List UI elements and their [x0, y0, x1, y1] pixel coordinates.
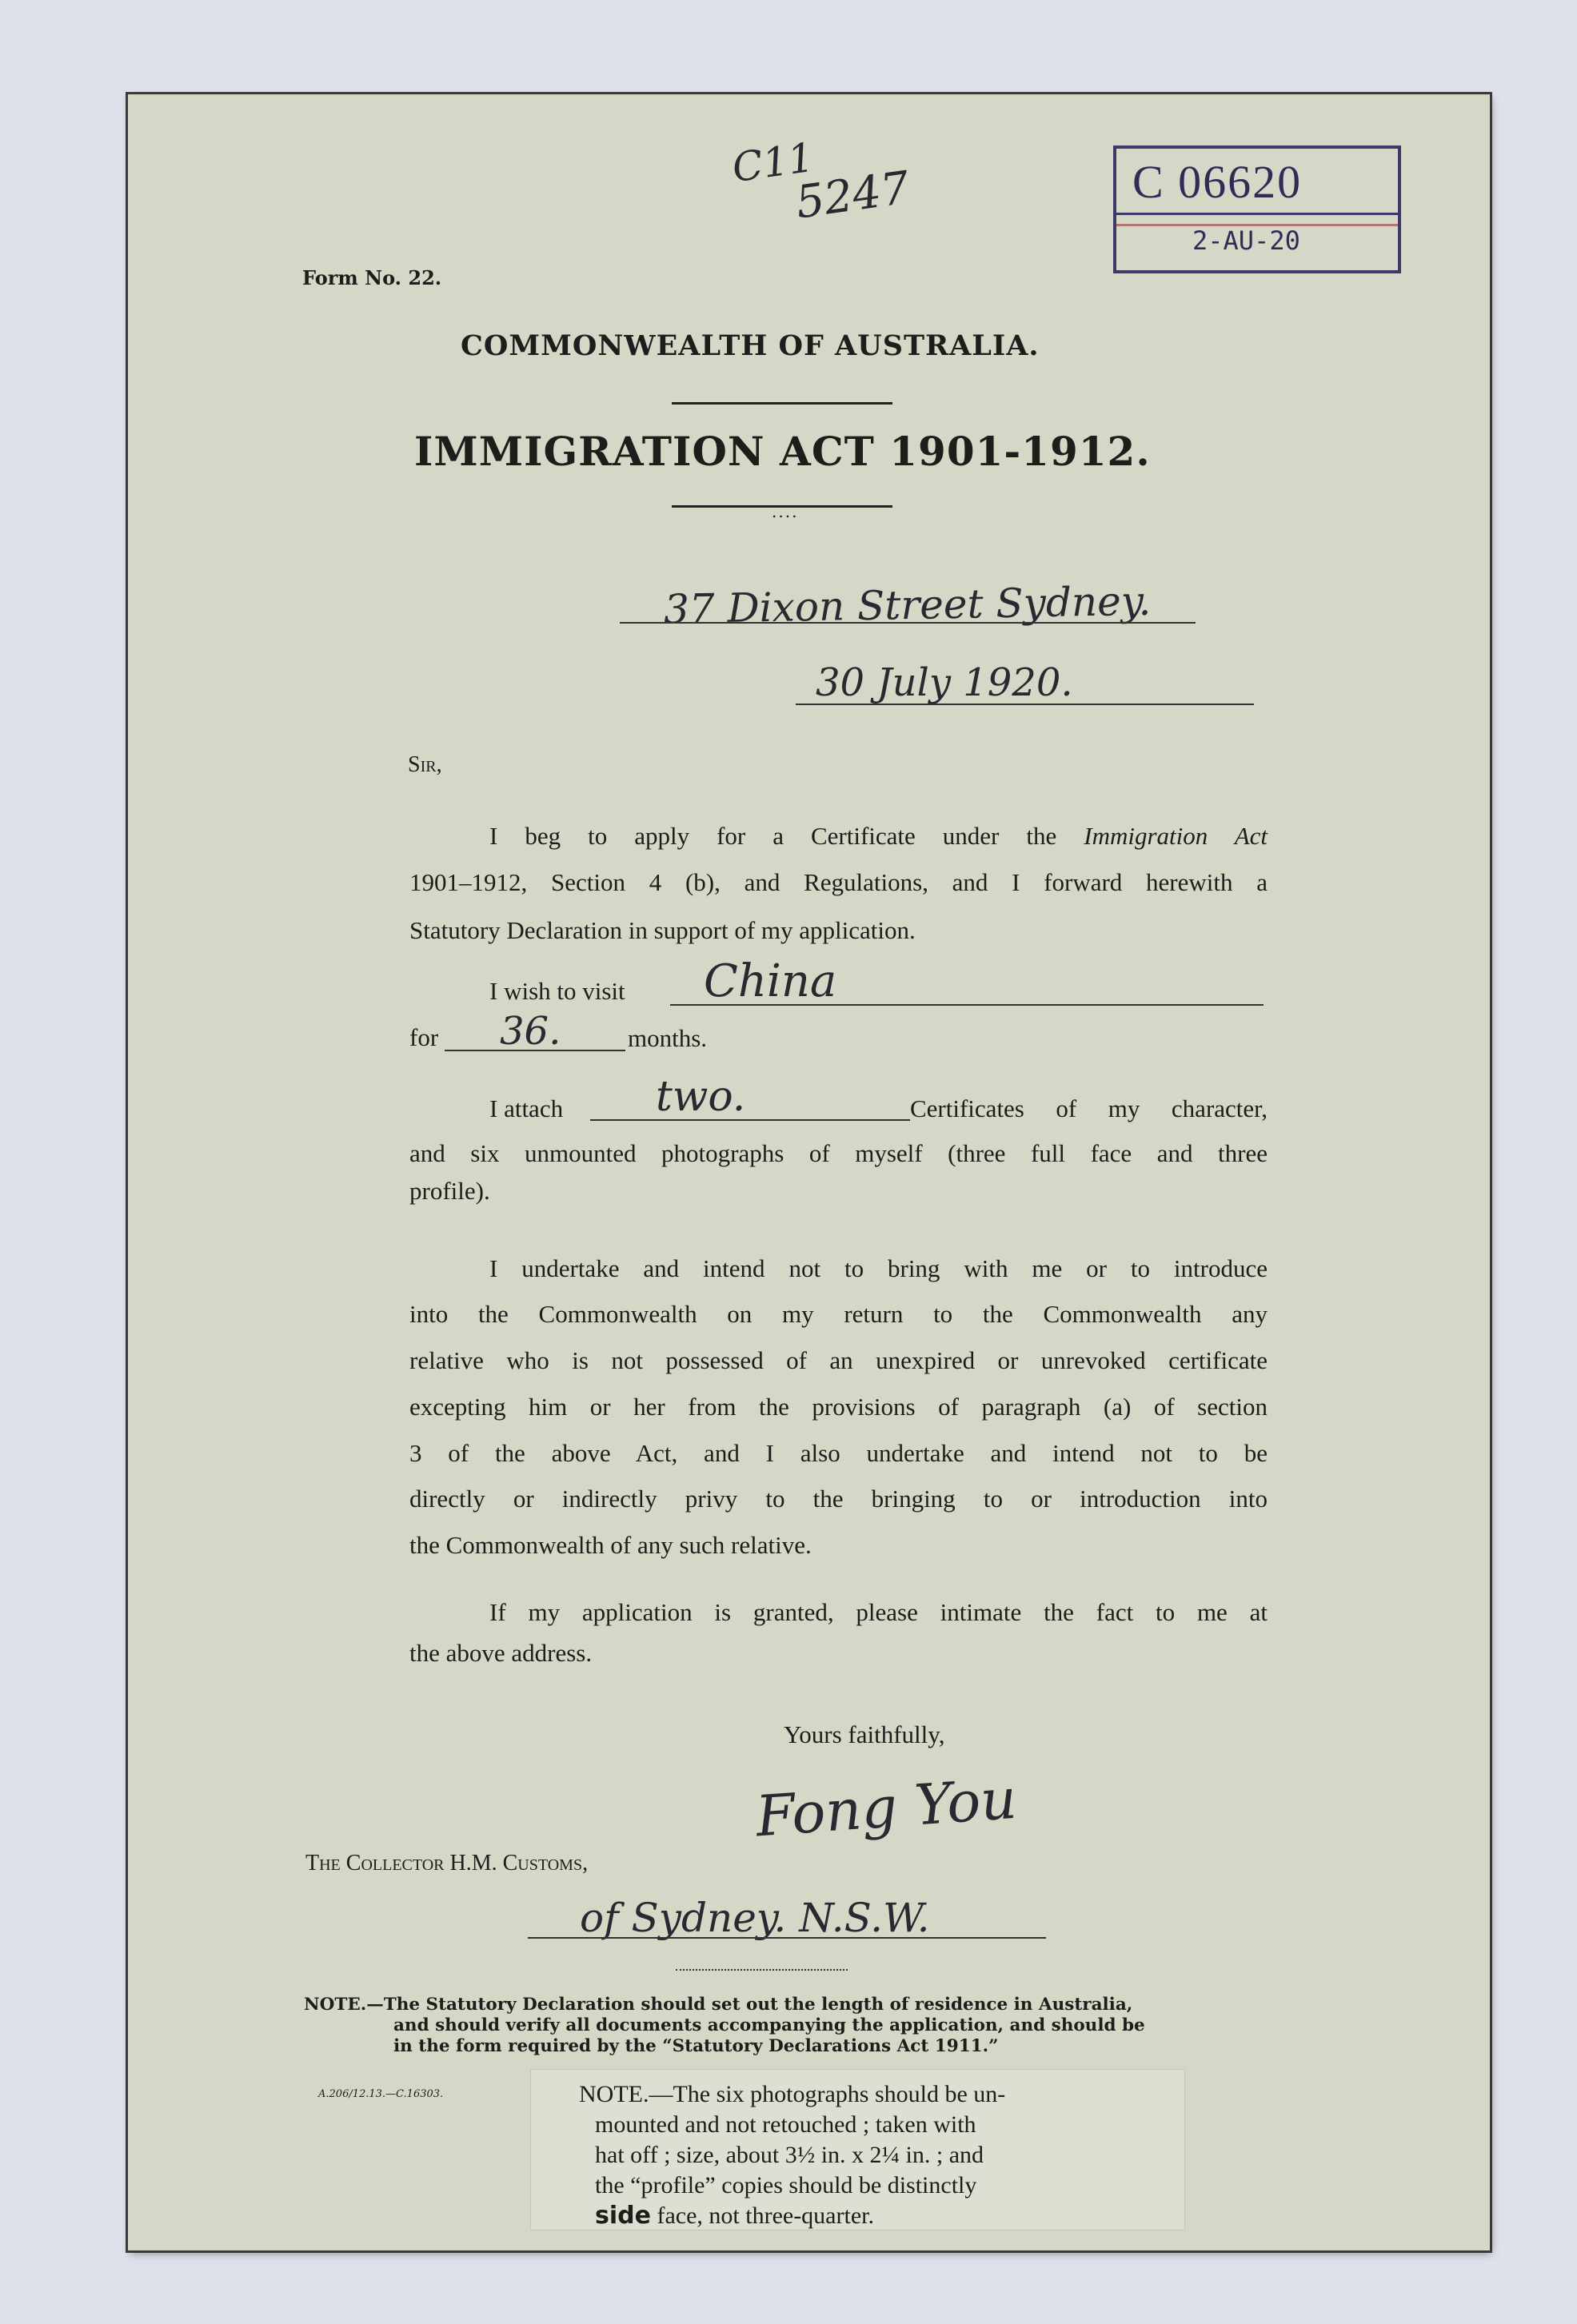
signature: Fong You [753, 1765, 1019, 1850]
handwritten-place: of Sydney. N.S.W. [580, 1895, 930, 1941]
p3-line-3: relative who is not possessed of an unexpired or unrevoked certificate [409, 1346, 1268, 1374]
statutory-note [304, 1995, 1268, 2057]
attach-line3: profile). [409, 1177, 490, 1205]
registry-stamp [1113, 145, 1401, 273]
file-ref-top: C11 [729, 134, 817, 192]
p3-line-6: directly or indirectly privy to the bringing to or introduction into [409, 1485, 1268, 1513]
handwritten-date: 30 July 1920. [816, 660, 1073, 705]
p3-line-2: into the Commonwealth on my return to the Commonwealth any [409, 1300, 1268, 1328]
note2-line-1: NOTE.—The six photographs should be un- [579, 2081, 1006, 2107]
undertaking-line-1 [409, 1246, 1268, 1292]
p1-line2: 1901–1912, Section 4 (b), and Regulations, and I forward herewith a [409, 868, 1268, 896]
intimate-line-2: the above address. [409, 1639, 593, 1667]
stamp-divider [1116, 213, 1398, 215]
undertaking-line-3 [409, 1337, 1268, 1384]
p1-line1: I beg to apply for a Certificate under the [489, 822, 1057, 850]
undertaking-line-4 [409, 1384, 1268, 1430]
country-line [670, 1004, 1264, 1006]
p4-line-1: If my application is granted, please intimate the fact to me at [489, 1598, 1268, 1626]
undertaking-line-7: the Commonwealth of any such relative. [409, 1531, 812, 1559]
months-label: months. [628, 1024, 708, 1052]
photograph-note [579, 2079, 1139, 2231]
salutation: Sir, [408, 752, 442, 777]
stamp-date: 2-AU-20 [1192, 225, 1300, 256]
handwritten-certificates: two. [656, 1073, 746, 1121]
title-rule-top [672, 402, 892, 405]
place-squiggle [676, 1969, 848, 1971]
visit-label: I wish to visit [489, 977, 625, 1005]
address-line [620, 622, 1196, 624]
certificates-line [590, 1119, 910, 1121]
note2-line-4: the “profile” copies should be distinctly [595, 2172, 977, 2198]
p3-line-1: I undertake and intend not to bring with me or to introduce [489, 1254, 1268, 1282]
stamp-number: C 06620 [1132, 156, 1303, 208]
note1-line-3: in the form required by the “Statutory Declarations Act 1911.” [393, 2036, 999, 2056]
file-ref-bottom: 5247 [792, 161, 913, 229]
form-number: Form No. 22. [302, 266, 442, 289]
p3-line-4: excepting him or her from the provisions of paragraph (a) of section [409, 1393, 1268, 1421]
addressee: The Collector H.M. Customs, [305, 1851, 589, 1876]
handwritten-months: 36. [500, 1009, 561, 1054]
application-paragraph [409, 813, 1268, 906]
attach-paragraph [409, 1130, 1268, 1177]
note2-line-2: mounted and not retouched ; taken with [595, 2111, 976, 2138]
handwritten-country: China [704, 955, 837, 1007]
printer-reference: A.206/12.13.—C.16303. [318, 2088, 444, 2100]
intimate-line-1 [409, 1589, 1268, 1636]
p3-line-5: 3 of the above Act, and I also undertake and intend not to be [409, 1439, 1268, 1467]
note2-line-5 [595, 2201, 1139, 2231]
p1-line3: Statutory Declaration in support of my application. [409, 916, 916, 944]
note2-side-bold: side [595, 2202, 651, 2230]
p1-act-italic: Immigration Act [1084, 822, 1268, 850]
handwritten-address: 37 Dixon Street Sydney. [663, 577, 1152, 633]
closing: Yours faithfully, [784, 1720, 945, 1748]
attach-suffix: Certificates of my character, [910, 1094, 1268, 1122]
act-title: IMMIGRATION ACT 1901-1912. [414, 428, 1151, 475]
months-line [445, 1050, 625, 1051]
note2-last-rest: face, not three-quarter. [657, 2202, 874, 2229]
photograph-note-slip [530, 2069, 1185, 2230]
for-label: for [409, 1023, 439, 1051]
attach-line2: and six unmounted photographs of myself (three full face and three [409, 1139, 1268, 1167]
note2-line-3: hat off ; size, about 3½ in. x 2¼ in. ; and [595, 2142, 984, 2168]
place-line [528, 1937, 1046, 1939]
attach-label: I attach [489, 1094, 564, 1122]
note1-line-1: NOTE.—The Statutory Declaration should set out the length of residence in Australia, [304, 1995, 1133, 2015]
undertaking-line-5 [409, 1430, 1268, 1477]
file-reference [729, 134, 913, 229]
document-title: COMMONWEALTH OF AUSTRALIA. [461, 329, 1040, 362]
note1-line-2: and should verify all documents accompanying the application, and should be [393, 2015, 1145, 2035]
date-line [796, 704, 1254, 705]
undertaking-line-6 [409, 1476, 1268, 1522]
title-dots: .... [772, 502, 799, 521]
undertaking-line-2 [409, 1291, 1268, 1337]
